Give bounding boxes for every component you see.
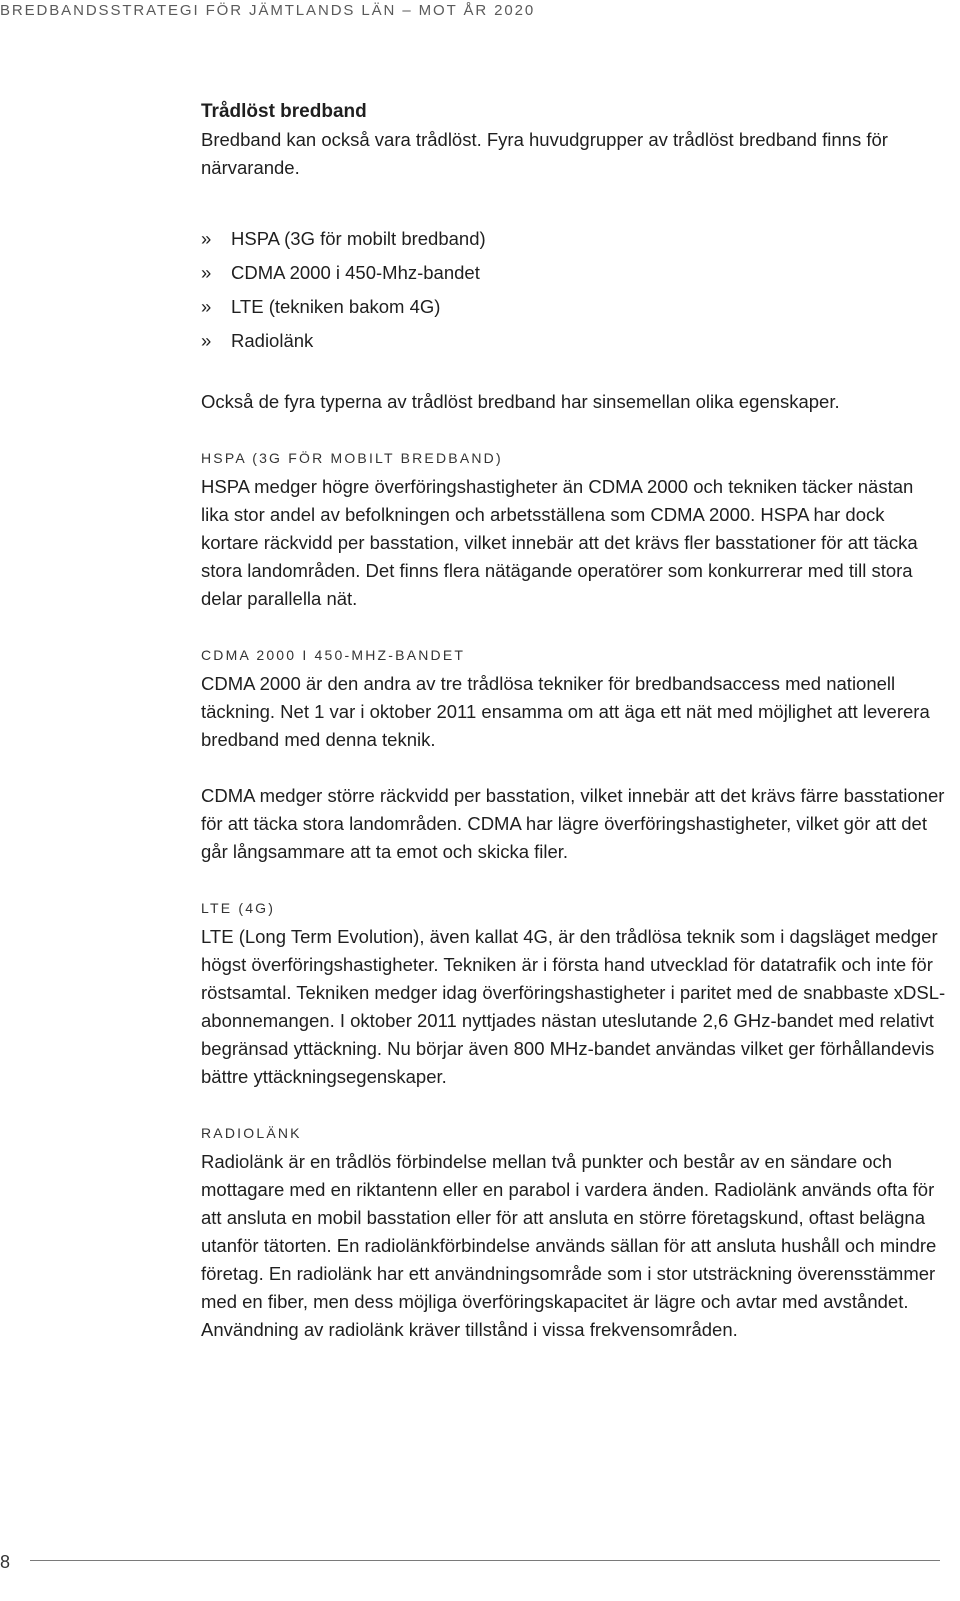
bullet-marker: » xyxy=(201,262,212,283)
list-item xyxy=(201,290,946,324)
list-item-label: LTE (tekniken bakom 4G) xyxy=(231,296,441,317)
section-hspa xyxy=(201,445,946,613)
summary-paragraph: Också de fyra typerna av trådlöst bredband har sinsemellan olika egenskaper. xyxy=(201,391,840,412)
section-lte xyxy=(201,895,946,1091)
footer-rule xyxy=(30,1560,940,1561)
section-paragraph: LTE (Long Term Evolution), även kallat 4G, är den trådlösa teknik som i dagsläget medger högst överföringshastigheter. Tekniken är i första hand utvecklad för datatrafik och inte för röstsamtal. Tekniken medger idag överföringshastigheter i paritet med de snabbaste xDSL-abonnemangen. I oktober 2011 nyttjades nästan uteslutande 2,6 GHz-bandet med relativt begränsad yttäckning. Nu börjar även 800 MHz-bandet användas vilket ger förhållandevis bättre yttäckningsegenskaper. xyxy=(201,926,946,1087)
bullet-marker: » xyxy=(201,296,212,317)
section-radiolank xyxy=(201,1120,946,1344)
list-item-label: HSPA (3G för mobilt bredband) xyxy=(231,228,486,249)
bullet-marker: » xyxy=(201,330,212,351)
intro-title: Trådlöst bredband xyxy=(201,101,367,122)
page-content xyxy=(201,98,946,1344)
technology-list xyxy=(201,222,946,358)
section-paragraph: CDMA medger större räckvidd per basstation, vilket innebär att det krävs färre basstationer för att täcka stora landområden. CDMA har lägre överföringshastigheter, vilket gör att det går långsammare att ta emot och skicka filer. xyxy=(201,785,945,862)
section-heading: RADIOLÄNK xyxy=(201,1125,302,1141)
section-heading: CDMA 2000 I 450-MHZ-BANDET xyxy=(201,647,466,663)
section-heading: LTE (4G) xyxy=(201,900,276,916)
list-item xyxy=(201,256,946,290)
bullet-marker: » xyxy=(201,228,212,249)
list-item-label: CDMA 2000 i 450-Mhz-bandet xyxy=(231,262,480,283)
list-item xyxy=(201,222,946,256)
intro-paragraph: Bredband kan också vara trådlöst. Fyra huvudgrupper av trådlöst bredband finns för närvarande. xyxy=(201,129,888,178)
section-paragraph: HSPA medger högre överföringshastigheter än CDMA 2000 och tekniken täcker nästan lika stor andel av befolkningen och arbetsställena som CDMA 2000. HSPA har dock kortare räckvidd per basstation, vilket innebär att det krävs fler basstationer för att täcka stora landområden. Det finns flera nätägande operatörer som konkurrerar med till stora delar parallella nät. xyxy=(201,476,918,609)
section-heading: HSPA (3G FÖR MOBILT BREDBAND) xyxy=(201,450,503,466)
section-paragraph: Radiolänk är en trådlös förbindelse mellan två punkter och består av en sändare och mottagare med en riktantenn eller en parabol i vardera änden. Radiolänk används ofta för att ansluta en mobil basstation eller för att ansluta en större företagskund, oftast belägna utanför tätorten. En radiolänkförbindelse används sällan för att ansluta hushåll och mindre företag. En radiolänk har ett användningsområde som i stor utsträckning överensstämmer med en fiber, men dess möjliga överföringskapacitet är lägre och avtar med avståndet. Användning av radiolänk kräver tillstånd i vissa frekvensområden. xyxy=(201,1151,937,1340)
running-header: BREDBANDSSTRATEGI FÖR JÄMTLANDS LÄN – MOT ÅR 2020 xyxy=(0,2,536,19)
list-item xyxy=(201,324,946,358)
list-item-label: Radiolänk xyxy=(231,330,314,351)
section-paragraph: CDMA 2000 är den andra av tre trådlösa tekniker för bredbandsaccess med nationell täckning. Net 1 var i oktober 2011 ensamma om att äga ett nät med möjlighet att leverera bredband med denna teknik. xyxy=(201,673,930,750)
section-cdma xyxy=(201,642,946,866)
page-number: 8 xyxy=(0,1552,11,1572)
